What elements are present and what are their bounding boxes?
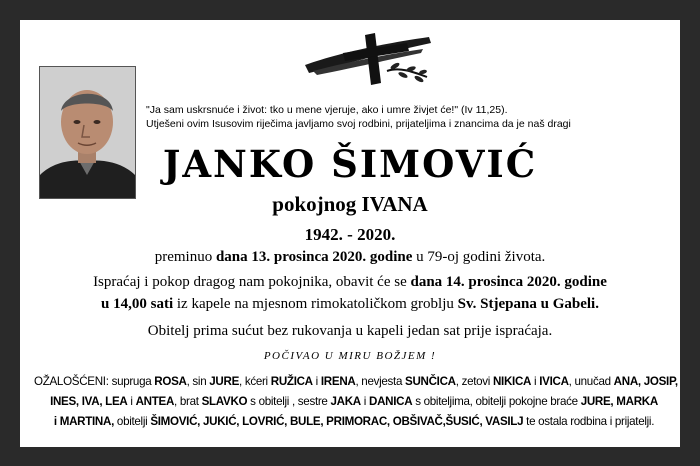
funeral-pre: Ispraćaj i pokop dragog nam pokojnika, obavit će se xyxy=(93,274,411,290)
mourner-text: ANA, JOSIP, xyxy=(613,375,678,388)
mourner-text: te ostala rodbina i prijatelji. xyxy=(523,415,655,428)
mourner-text: , unučad xyxy=(568,375,614,388)
mourner-text: ANTEA xyxy=(135,395,175,408)
funeral-place: Sv. Stjepana u Gabeli. xyxy=(457,296,599,312)
mourner-text: JURE xyxy=(209,375,240,388)
mourner-text: NIKICA xyxy=(492,375,532,388)
mourner-text: DANICA xyxy=(369,395,413,408)
mourner-text: ROSA xyxy=(154,375,187,388)
mourner-text: SUNČICA xyxy=(405,375,456,388)
mourner-text: JAKA xyxy=(330,395,361,408)
mourner-text: i xyxy=(312,375,321,388)
mourners-list xyxy=(34,372,678,432)
funeral-mid: iz kapele na mjesnom rimokatoličkom groblju xyxy=(173,296,458,312)
mourners-row-3 xyxy=(34,412,674,432)
mourner-text: s obiteljima, obitelji pokojne braće xyxy=(412,395,581,408)
life-years: 1942. - 2020. xyxy=(304,225,396,244)
mourner-text: JURE, MARKA xyxy=(580,395,658,408)
mourners-row-1 xyxy=(34,372,678,392)
mourner-text: SLAVKO xyxy=(201,395,248,408)
bible-verse xyxy=(146,103,666,131)
mourner-text: , sin xyxy=(186,375,210,388)
death-pre: preminuo xyxy=(154,249,216,265)
funeral-line-2 xyxy=(20,296,680,313)
mourner-text: IRENA xyxy=(320,375,356,388)
mourner-text: RUŽICA xyxy=(270,375,313,388)
mourner-text: i xyxy=(360,395,369,408)
mourner-text: i MARTINA, xyxy=(53,415,114,428)
mourner-text: OŽALOŠĆENI: supruga xyxy=(34,375,155,388)
mourner-text: IVICA xyxy=(539,375,569,388)
death-post: u 79-oj godini života. xyxy=(412,249,546,265)
deceased-name: JANKO ŠIMOVIĆ xyxy=(162,142,538,186)
mourner-text: i xyxy=(127,395,136,408)
condolence-note: Obitelj prima sućut bez rukovanja u kapeli jedan sat prije ispraćaja. xyxy=(147,323,553,339)
mourner-text: INES, IVA, LEA xyxy=(50,395,128,408)
father-name: pokojnog IVANA xyxy=(272,192,428,216)
mourner-text: i xyxy=(531,375,540,388)
mourner-text: ŠIMOVIĆ, JUKIĆ, LOVRIĆ, BULE, PRIMORAC, OBŠIVAČ,ŠUSIĆ, VASILJ xyxy=(150,415,524,428)
verse-line: "Ja sam uskrsnuće i život: tko u mene vjeruje, ako i umre živjet će!" (Iv 11,25). xyxy=(146,104,508,116)
mourner-text: obitelji xyxy=(114,415,151,428)
mourner-text: , brat xyxy=(174,395,202,408)
mourners-row-2 xyxy=(34,392,674,412)
funeral-time: u 14,00 sati xyxy=(101,296,174,312)
cross-icon xyxy=(303,31,433,85)
death-date: dana 13. prosinca 2020. godine xyxy=(215,249,413,265)
funeral-date: dana 14. prosinca 2020. godine xyxy=(410,274,607,290)
death-line xyxy=(20,249,680,266)
mourner-text: s obitelji , sestre xyxy=(247,395,331,408)
mourner-text: , kćeri xyxy=(239,375,271,388)
mourner-text: , nevjesta xyxy=(355,375,406,388)
announcement-line: Utješeni ovim Isusovim riječima javljamo svoj rodbini, prijateljima i znancima da je naš dragi xyxy=(146,118,571,130)
funeral-line-1 xyxy=(20,274,680,291)
mourner-text: , zetovi xyxy=(455,375,493,388)
rip-line: POČIVAO U MIRU BOŽJEM ! xyxy=(263,350,437,362)
obituary-card xyxy=(20,20,680,447)
